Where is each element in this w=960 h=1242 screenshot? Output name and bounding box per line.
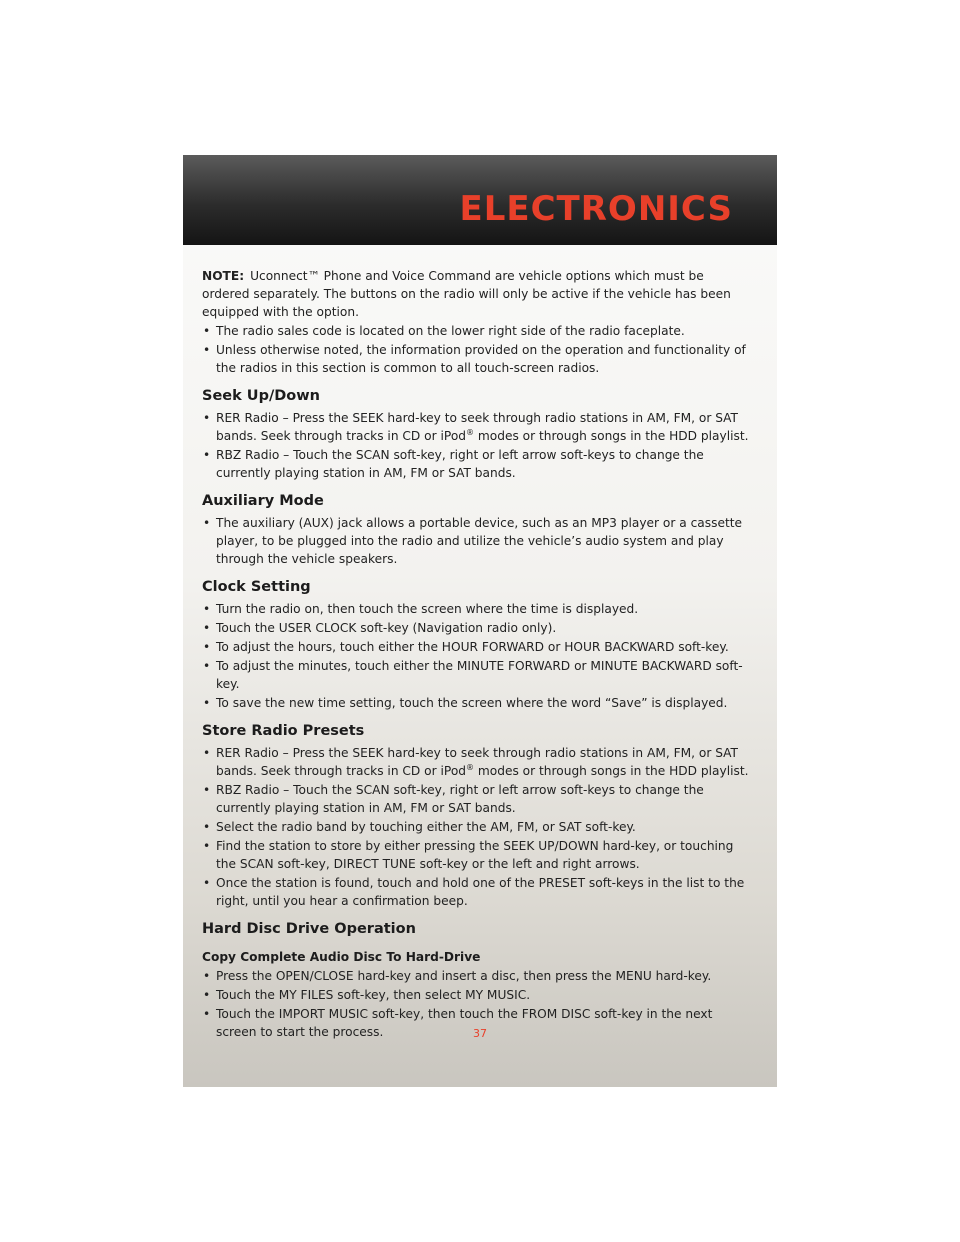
list-item [202,694,752,712]
page-content [202,267,752,1042]
list-item-text: Once the station is found, touch and hold one of the PRESET soft-keys in the list to the right, until you hear a confirmation beep. [216,876,745,908]
manual-page [183,155,777,1087]
bullet-icon: • [203,621,211,635]
list-item [202,638,752,656]
bullet-icon: • [203,343,211,357]
list-item [202,600,752,618]
aux-bullet-list [202,514,752,568]
list-item [202,837,752,873]
section-heading-hdd: Hard Disc Drive Operation [202,921,416,937]
list-item-text: To adjust the minutes, touch either the MINUTE FORWARD or MINUTE BACKWARD soft-key. [216,659,743,691]
bullet-icon: • [203,1007,211,1021]
bullet-icon: • [203,988,211,1002]
bullet-icon: • [203,411,211,425]
note-paragraph [202,267,752,321]
list-item [202,409,752,445]
bullet-icon: • [203,746,211,760]
list-item [202,818,752,836]
list-item-text: Touch the USER CLOCK soft-key (Navigation radio only). [216,621,557,635]
clock-bullet-list [202,600,752,712]
list-item-text: The radio sales code is located on the lower right side of the radio faceplate. [216,324,685,338]
list-item [202,986,752,1004]
list-item-text: Find the station to store by either pressing the SEEK UP/DOWN hard-key, or touching the SCAN soft-key, DIRECT TUNE soft-key or the left and right arrows. [216,839,734,871]
bullet-icon: • [203,783,211,797]
list-item [202,322,752,340]
list-item [202,341,752,377]
page-number: 37 [473,1027,487,1040]
list-item-text: modes or through songs in the HDD playlist. [474,764,749,778]
intro-bullet-list [202,322,752,377]
section-heading-presets: Store Radio Presets [202,723,365,739]
list-item-text: RER Radio – Press the SEEK hard-key to seek through radio stations in AM, FM, or SAT bands. Seek through tracks in CD or iPod [216,746,739,778]
bullet-icon: • [203,448,211,462]
presets-bullet-list [202,744,752,910]
section-heading-auxiliary: Auxiliary Mode [202,493,324,509]
list-item [202,781,752,817]
list-item-text: Touch the IMPORT MUSIC soft-key, then touch the FROM DISC soft-key in the next screen to start the process. [216,1007,713,1039]
list-item-text: Turn the radio on, then touch the screen where the time is displayed. [216,602,639,616]
section-heading-clock: Clock Setting [202,579,311,595]
list-item-text: Unless otherwise noted, the information provided on the operation and functionality of the radios in this section is common to all touch-screen radios. [216,343,746,375]
list-item [202,514,752,568]
list-item-text: Press the OPEN/CLOSE hard-key and insert a disc, then press the MENU hard-key. [216,969,712,983]
section-title: ELECTRONICS [459,189,733,229]
bullet-icon: • [203,969,211,983]
list-item-text: To save the new time setting, touch the screen where the word “Save” is displayed. [216,696,728,710]
list-item-text: modes or through songs in the HDD playlist. [474,429,749,443]
list-item-text: Select the radio band by touching either the AM, FM, or SAT soft-key. [216,820,636,834]
list-item-text: RER Radio – Press the SEEK hard-key to seek through radio stations in AM, FM, or SAT bands. Seek through tracks in CD or iPod [216,411,739,443]
bullet-icon: • [203,876,211,890]
registered-mark: ® [466,762,475,772]
bullet-icon: • [203,696,211,710]
bullet-icon: • [203,839,211,853]
section-heading-seek: Seek Up/Down [202,388,320,404]
bullet-icon: • [203,516,211,530]
bullet-icon: • [203,659,211,673]
list-item-text: RBZ Radio – Touch the SCAN soft-key, right or left arrow soft-keys to change the currently playing station in AM, FM or SAT bands. [216,783,704,815]
list-item-text: The auxiliary (AUX) jack allows a portable device, such as an MP3 player or a cassette player, to be plugged into the radio and utilize the vehicle’s audio system and play through the vehicle speakers. [216,516,743,566]
list-item [202,446,752,482]
list-item [202,657,752,693]
seek-bullet-list [202,409,752,482]
subsection-heading-copy-disc: Copy Complete Audio Disc To Hard-Drive [202,950,481,964]
list-item-text: RBZ Radio – Touch the SCAN soft-key, right or left arrow soft-keys to change the currently playing station in AM, FM or SAT bands. [216,448,704,480]
list-item [202,619,752,637]
list-item-text: To adjust the hours, touch either the HOUR FORWARD or HOUR BACKWARD soft-key. [216,640,729,654]
section-header-bar [183,155,777,245]
bullet-icon: • [203,640,211,654]
list-item-text: Touch the MY FILES soft-key, then select MY MUSIC. [216,988,531,1002]
registered-mark: ® [466,427,475,437]
bullet-icon: • [203,820,211,834]
list-item [202,967,752,985]
list-item [202,744,752,780]
note-label: NOTE: [202,269,245,283]
note-text: Uconnect™ Phone and Voice Command are vehicle options which must be ordered separately. The buttons on the radio will only be active if the vehicle has been equipped with the option. [202,269,731,319]
list-item [202,874,752,910]
bullet-icon: • [203,602,211,616]
bullet-icon: • [203,324,211,338]
